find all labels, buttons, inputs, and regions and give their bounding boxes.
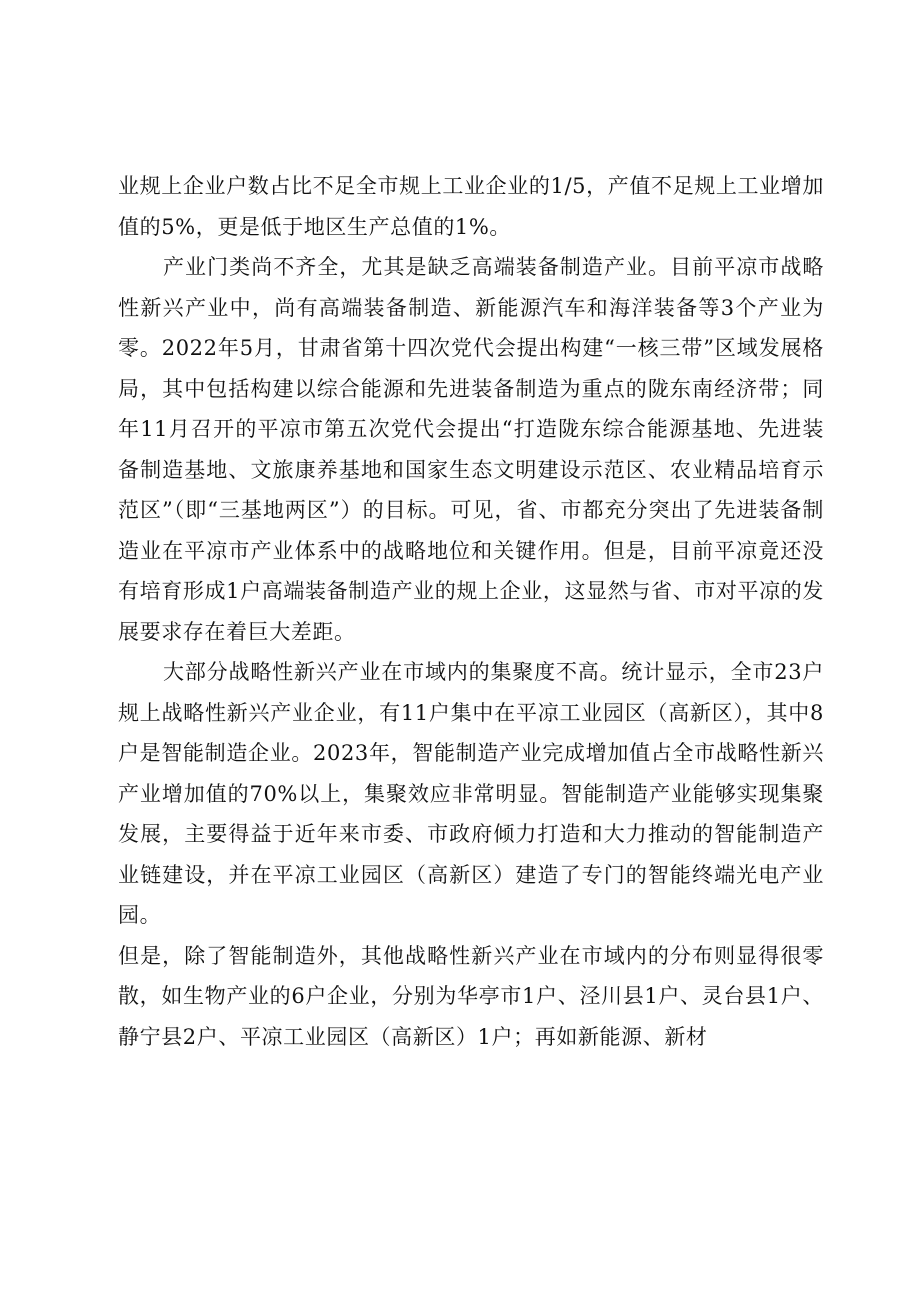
paragraph-2: 产业门类尚不齐全，尤其是缺乏高端装备制造产业。目前平凉市战略性新兴产业中，尚有高端装备制造、新能源汽车和海洋装备等3个产业为零。2022年5月，甘肃省第十四次党代会提出构建“一核三带”区域发展格局，其中包括构建以综合能源和先进装备制造为重点的陇东南经济带；同年11月召开的平凉市第五次党代会提出“打造陇东综合能源基地、先进装备制造基地、文旅康养基地和国家生态文明建设示范区、农业精品培育示范区”（即“三基地两区”）的目标。可见，省、市都充分突出了先进装备制造业在平凉市产业体系中的战略地位和关键作用。但是，目前平凉竟还没有培育形成1户高端装备制造产业的规上企业，这显然与省、市对平凉的发展要求存在着巨大差距。 xyxy=(118,255,824,644)
document-body xyxy=(118,166,824,1057)
paragraph-1: 业规上企业户数占比不足全市规上工业企业的1/5，产值不足规上工业增加值的5%，更是低于地区生产总值的1%。 xyxy=(118,174,824,239)
paragraph-3: 大部分战略性新兴产业在市域内的集聚度不高。统计显示，全市23户规上战略性新兴产业企业，有11户集中在平凉工业园区（高新区），其中8户是智能制造企业。2023年，智能制造产业完成增加值占全市战略性新兴产业增加值的70%以上，集聚效应非常明显。智能制造产业能够实现集聚发展，主要得益于近年来市委、市政府倾力打造和大力推动的智能制造产业链建设，并在平凉工业园区（高新区）建造了专门的智能终端光电产业园。 xyxy=(118,660,824,927)
paragraph-4: 但是，除了智能制造外，其他战略性新兴产业在市域内的分布则显得很零散，如生物产业的6户企业，分别为华亭市1户、泾川县1户、灵台县1户、静宁县2户、平凉工业园区（高新区）1户；再如新能源、新材 xyxy=(118,943,824,1049)
